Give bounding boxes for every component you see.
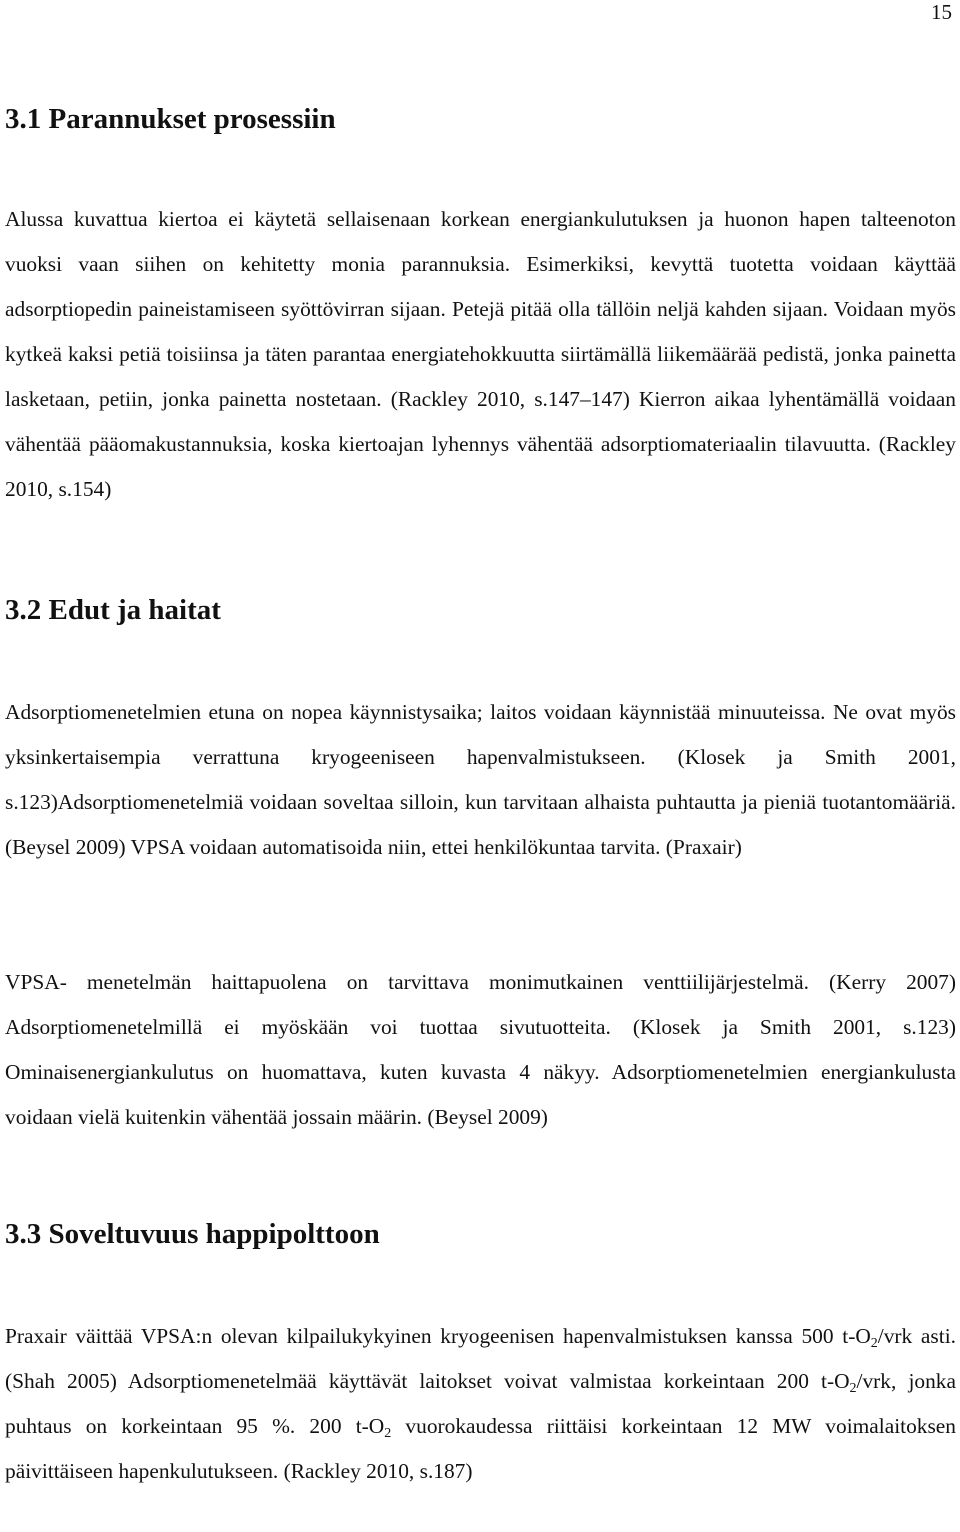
- section-heading-soveltuvuus-happipolttoon: 3.3 Soveltuvuus happipolttoon: [5, 1218, 380, 1250]
- text-run: /vrk, jonka puhtaus on korkeintaan 95 %. 200 t-O: [5, 1369, 956, 1438]
- paragraph-haitat: VPSA- menetelmän haittapuolena on tarvittava monimutkainen venttiilijärjestelmä. (Kerry 2007) Adsorptiomenetelmillä ei myöskään voi tuottaa sivutuotteita. (Klosek ja Smith 2001, s.123) Ominaisenergiankulutus on huomattava, kuten kuvasta 4 näkyy. Adsorptiomenetelmien energiankulusta voidaan vielä kuitenkin vähentää jossain määrin. (Beysel 2009): [5, 970, 956, 1129]
- paragraph-edut: Adsorptiomenetelmien etuna on nopea käynnistysaika; laitos voidaan käynnistää minuuteissa. Ne ovat myös yksinkertaisempia verrattuna kryogeeniseen hapenvalmistukseen. (Klosek ja Smith 2001, s.123)Adsorptiomenetelmiä voidaan soveltaa silloin, kun tarvitaan alhaista puhtautta ja pieniä tuotantomääriä. (Beysel 2009) VPSA voidaan automatisoida niin, ettei henkilökuntaa tarvita. (Praxair): [5, 700, 956, 859]
- paragraph-parannukset: Alussa kuvattua kiertoa ei käytetä sellaisenaan korkean energiankulutuksen ja huonon hapen talteenoton vuoksi vaan siihen on kehitetty monia parannuksia. Esimerkiksi, kevyttä tuotetta voidaan käyttää adsorptiopedin paineistamiseen syöttövirran sijaan. Petejä pitää olla tällöin neljä kahden sijaan. Voidaan myös kytkeä kaksi petiä toisiinsa ja täten parantaa energiatehokkuutta siirtämällä liikemäärää pedistä, jonka painetta lasketaan, petiin, jonka painetta nostetaan. (Rackley 2010, s.147–147) Kierron aikaa lyhentämällä voidaan vähentää pääomakustannuksia, koska kiertoajan lyhennys vähentää adsorptiomateriaalin tilavuutta. (Rackley 2010, s.154): [5, 207, 956, 501]
- section-heading-parannukset-prosessiin: 3.1 Parannukset prosessiin: [5, 103, 336, 135]
- subscript-2: 2: [870, 1336, 878, 1351]
- subscript-2: 2: [849, 1381, 857, 1396]
- page-number: 15: [931, 0, 952, 24]
- subscript-2: 2: [384, 1426, 392, 1441]
- text-run: vuorokaudessa riittäisi korkeintaan 12 MW voimalaitoksen päivittäiseen hapenkulutukseen. (Rackley 2010, s.187): [5, 1414, 956, 1483]
- text-run: /vrk asti. (Shah 2005) Adsorptiomenetelmää käyttävät laitokset voivat valmistaa korkeintaan 200 t-O: [5, 1324, 956, 1393]
- section-heading-edut-ja-haitat: 3.2 Edut ja haitat: [5, 594, 221, 626]
- paragraph-soveltuvuus: [5, 1314, 956, 1494]
- text-run: Praxair väittää VPSA:n olevan kilpailukykyinen kryogeenisen hapenvalmistuksen kanssa 500 t-O: [5, 1324, 871, 1348]
